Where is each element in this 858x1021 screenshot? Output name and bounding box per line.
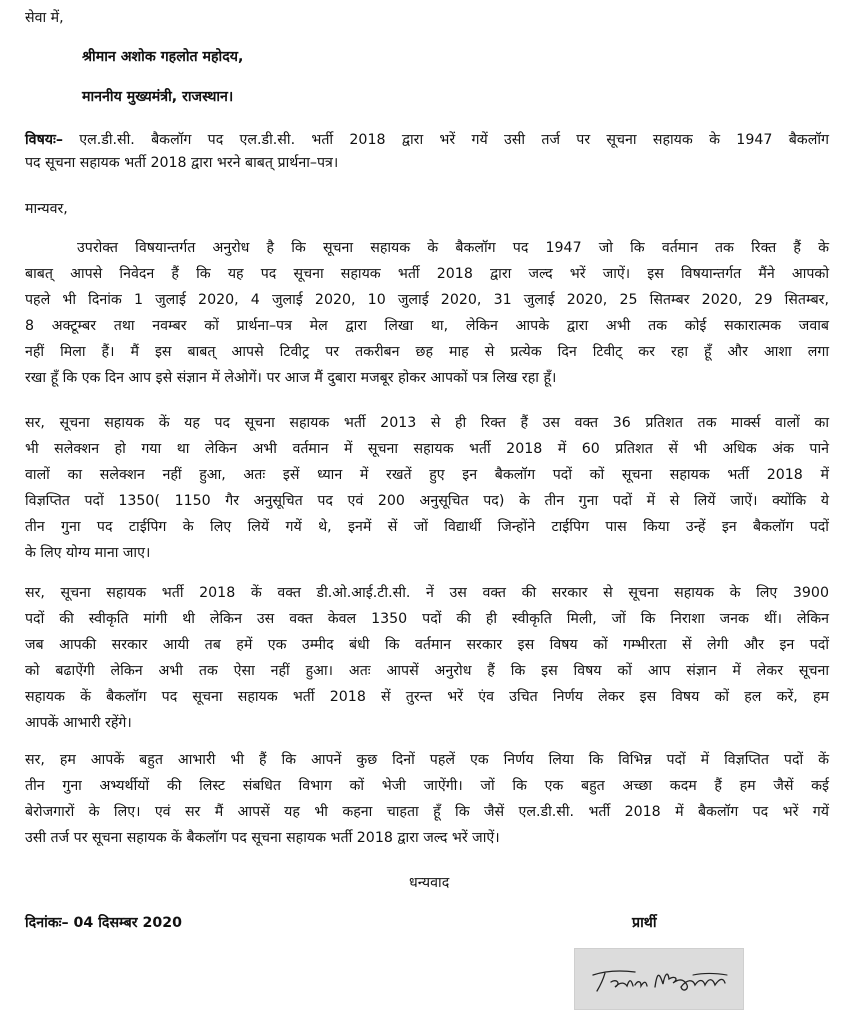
paragraph-2-line-1: सर, सूचना सहायक कें यह पद सूचना सहायक भर्ती 2013 से ही रिक्त हैं उस वक्त 36 प्रतिशत तक मार्क्स वालों का bbox=[25, 415, 829, 431]
subject-text-1: एल.डी.सी. बैकलॉग पद एल.डी.सी. भर्ती 2018 द्वारा भरें गयें उसी तर्ज पर सूचना सहायक के 1947 बैकलॉग bbox=[62, 132, 829, 148]
paragraph-1-line-4: 8 अक्टूम्बर तथा नवम्बर कों प्रार्थना–पत्र मेल द्वारा लिखा था, लेकिन आपके द्वारा अभी तक कोई सकारात्मक जवाब bbox=[25, 318, 829, 334]
applicant-label: प्रार्थी bbox=[632, 915, 657, 931]
paragraph-1-line-6: रखा हूँ कि एक दिन आप इसे संज्ञान में लेओगें। पर आज मैं दुबारा मजबूर होकर आपकों पत्र लिख रहा हूँ। bbox=[25, 370, 557, 386]
salutation-to: सेवा में, bbox=[25, 10, 64, 26]
paragraph-3-line-6: आपकें आभारी रहेंगे। bbox=[25, 715, 132, 731]
subject-label: विषयः– bbox=[25, 132, 63, 148]
paragraph-1-line-2: बाबत् आपसे निवेदन हैं कि यह पद सूचना सहायक भर्ती 2018 द्वारा जल्द भरें जाऐं। इस विषयान्तर्गत मैंने आपको bbox=[25, 266, 829, 282]
paragraph-2-line-5: तीन गुना पद टाईपिग के लिए लियें गयें थे, इनमें सें जों विद्यार्थी जिन्होंने टाईपिग पास किया उन्हें इन बैकलॉग पदों bbox=[25, 519, 829, 535]
paragraph-1-line-5: नहीं मिला हैं। मैं इस बाबत् आपसे टिवीट्र पर तकरीबन छह माह से प्रत्येक दिन टिवीट् कर रहा हूँ और आशा लगा bbox=[25, 344, 829, 360]
addressee-name: श्रीमान अशोक गहलोत महोदय, bbox=[82, 49, 244, 65]
paragraph-2-line-4: विज्ञप्तित पदों 1350( 1150 गैर अनुसूचित पद एवं 200 अनुसूचित पद) के तीन गुना पदों में से लियें जाऐं। क्योंकि ये bbox=[25, 493, 829, 509]
date-line: दिनांकः– 04 दिसम्बर 2020 bbox=[25, 915, 182, 931]
paragraph-3-line-4: को बढाऐंगी लेकिन अभी तक ऐसा नहीं हुआ। अतः आपसें अनुरोध हैं कि इस विषय कों आप संज्ञान में लेकर सूचना bbox=[25, 663, 829, 679]
paragraph-4-line-3: बेरोजगारों के लिए। एवं सर मैं आपसें यह भी कहना चाहता हूँ कि जैसें एल.डी.सी. भर्ती 2018 में बैकलॉग पद भरें गयें bbox=[25, 804, 829, 820]
paragraph-2-line-2: भी सलेक्शन हो गया था लेकिन अभी वर्तमान में सूचना सहायक भर्ती 2018 में 60 प्रतिशत सें भी अधिक अंक पाने bbox=[25, 441, 829, 457]
paragraph-4-line-4: उसी तर्ज पर सूचना सहायक कें बैकलॉग पद सूचना सहायक भर्ती 2018 द्वारा जल्द भरें जाऐं। bbox=[25, 830, 500, 846]
paragraph-2-line-6: के लिए योग्य माना जाए। bbox=[25, 545, 151, 561]
greeting: मान्यवर, bbox=[25, 201, 68, 217]
paragraph-1-line-3: पहले भी दिनांक 1 जुलाई 2020, 4 जुलाई 2020, 10 जुलाई 2020, 31 जुलाई 2020, 25 सितम्बर 2020, 29 सितम्बर, bbox=[25, 292, 829, 308]
signature-handwriting bbox=[575, 949, 743, 1009]
paragraph-4-line-1: सर, हम आपकें बहुत आभारी भी हैं कि आपनें कुछ दिनों पहलें एक निर्णय लिया कि विभिन्न पदों में विज्ञप्तित पदों कें bbox=[25, 752, 829, 768]
paragraph-3-line-2: पदों की स्वीकृति मांगी थी लेकिन उस वक्त केवल 1350 पदों की ही स्वीकृति मिली, जों कि निराशा जनक थीं। लेकिन bbox=[25, 611, 829, 627]
subject-line-1 bbox=[25, 130, 829, 149]
paragraph-3-line-3: जब आपकी सरकार आयी तब हमें एक उम्मीद बंधी कि वर्तमान सरकार इस विषय कों गम्भीरता सें लेगी और इन पदों bbox=[25, 637, 829, 653]
paragraph-3-line-5: सहायक कें बैकलॉग पद सूचना सहायक भर्ती 2018 सें तुरन्त भरें एंव उचित निर्णय लेकर इस विषय कों हल करें, हम bbox=[25, 689, 829, 705]
paragraph-3-line-1: सर, सूचना सहायक भर्ती 2018 कें वक्त डी.ओ.आई.टी.सी. नें उस वक्त की सरकार से सूचना सहायक के लिए 3900 bbox=[25, 585, 829, 601]
thanks: धन्यवाद bbox=[409, 875, 450, 891]
paragraph-1-line-1: उपरोक्त विषयान्तर्गत अनुरोध है कि सूचना सहायक के बैकलॉग पद 1947 जो कि वर्तमान तक रिक्त हैं के bbox=[77, 240, 829, 256]
subject-line-2: पद सूचना सहायक भर्ती 2018 द्वारा भरने बाबत् प्रार्थना–पत्र। bbox=[25, 155, 339, 171]
signature-image bbox=[574, 948, 744, 1010]
paragraph-4-line-2: तीन गुना अभ्यर्थीयों की लिस्ट संबधित विभाग कों भेजी जाऐंगी। जों कि एक बहुत अच्छा कदम हैं हम जैसें कई bbox=[25, 778, 829, 794]
addressee-title: माननीय मुख्यमंत्री, राजस्थान। bbox=[82, 89, 234, 105]
paragraph-2-line-3: वालों का सलेक्शन नहीं हुआ, अतः इसें ध्यान में रखतें हुए इन बैकलॉग पदों कों सूचना सहायक भर्ती 2018 में bbox=[25, 467, 829, 483]
